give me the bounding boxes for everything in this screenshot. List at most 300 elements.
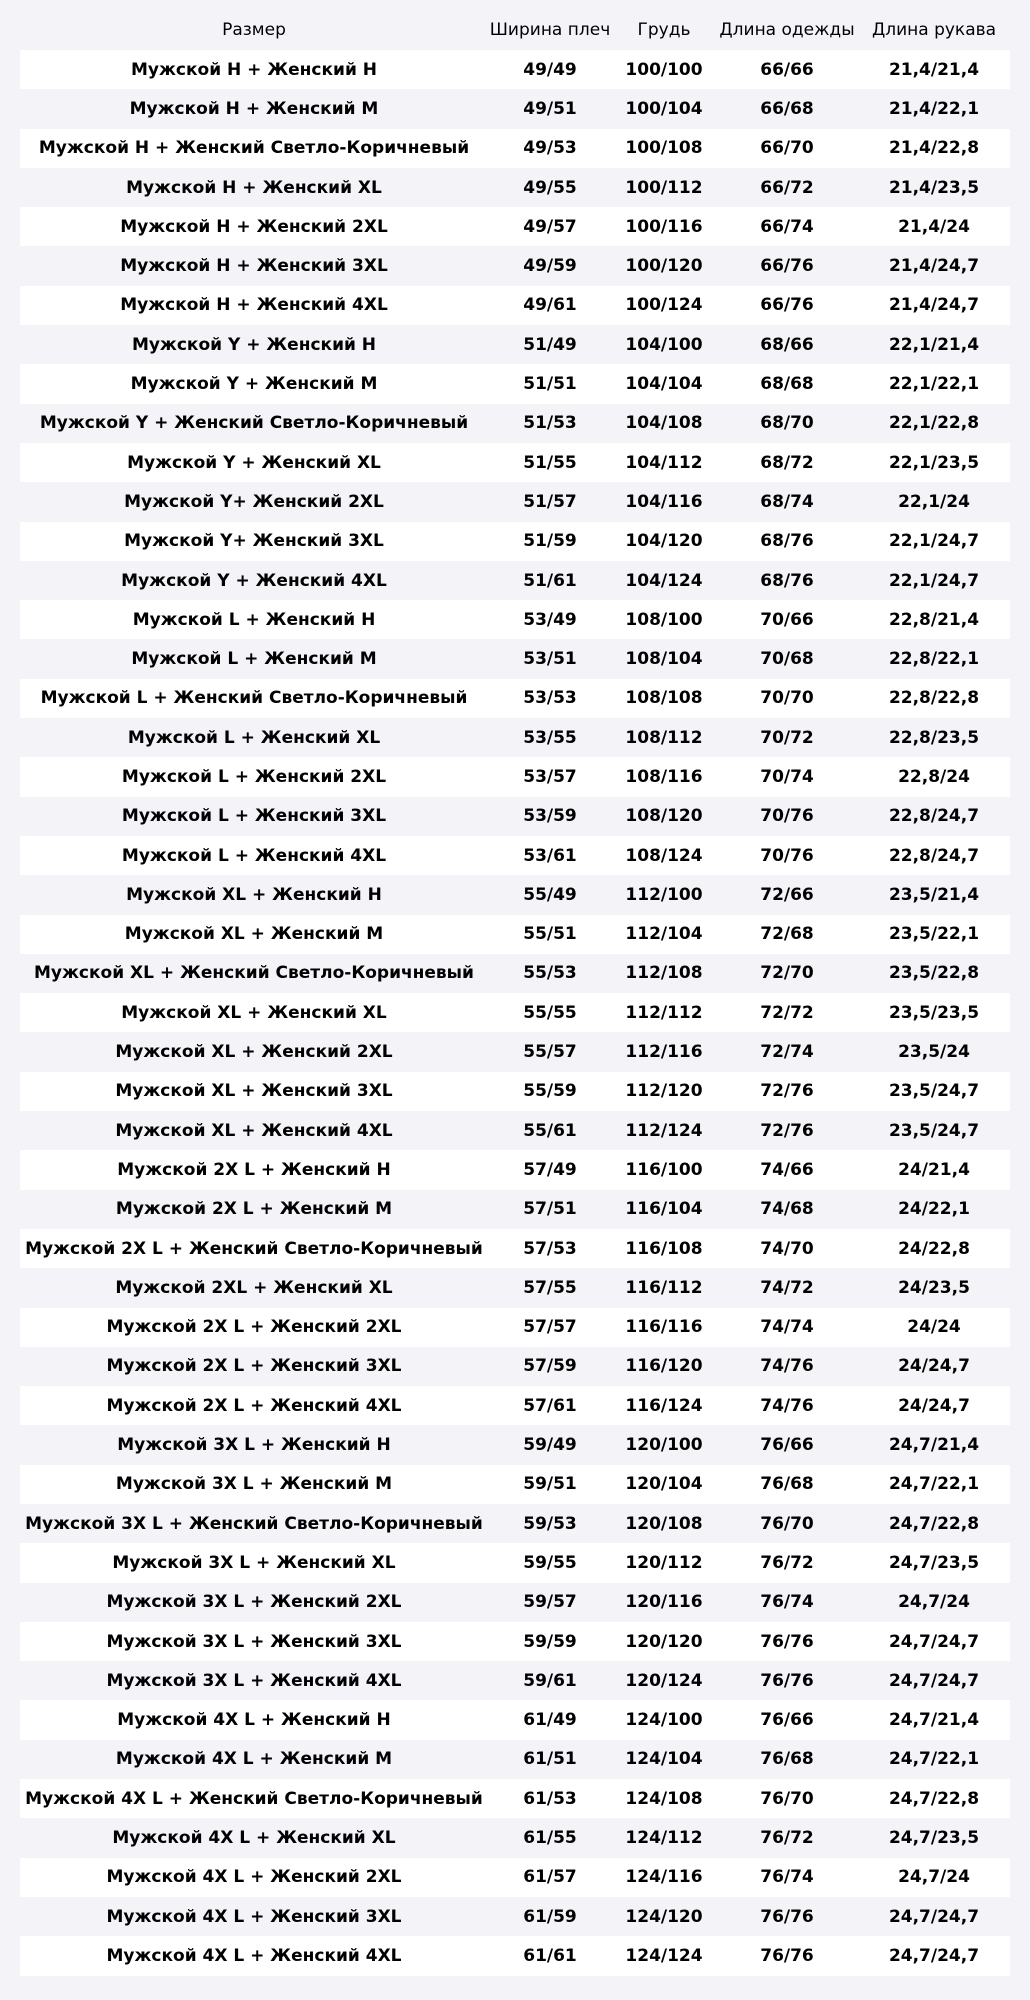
cell-sleeve-length: 22,1/24 (858, 482, 1010, 521)
cell-shoulder-width: 59/53 (488, 1504, 612, 1543)
cell-chest: 124/100 (612, 1700, 716, 1739)
cell-size: Мужской 4X L + Женский XL (20, 1818, 488, 1857)
cell-size: Мужской XL + Женский 2XL (20, 1032, 488, 1071)
cell-size: Мужской H + Женский Светло-Коричневый (20, 129, 488, 168)
header-sleeve-length: Длина рукава (858, 10, 1010, 50)
cell-garment-length: 70/74 (716, 757, 858, 796)
cell-size: Мужской 4X L + Женский Светло-Коричневый (20, 1779, 488, 1818)
cell-chest: 104/108 (612, 404, 716, 443)
header-size: Размер (20, 10, 488, 50)
cell-sleeve-length: 23,5/24 (858, 1032, 1010, 1071)
table-row (20, 757, 1010, 796)
cell-chest: 108/116 (612, 757, 716, 796)
header-shoulder-width: Ширина плеч (488, 10, 612, 50)
table-row (20, 1072, 1010, 1111)
cell-sleeve-length: 22,1/24,7 (858, 561, 1010, 600)
header-chest: Грудь (612, 10, 716, 50)
cell-size: Мужской Y + Женский XL (20, 443, 488, 482)
table-row (20, 1111, 1010, 1150)
cell-chest: 100/100 (612, 50, 716, 89)
cell-size: Мужской 2X L + Женский 4XL (20, 1386, 488, 1425)
cell-sleeve-length: 22,1/22,1 (858, 364, 1010, 403)
cell-sleeve-length: 21,4/24,7 (858, 246, 1010, 285)
table-row (20, 561, 1010, 600)
cell-shoulder-width: 55/59 (488, 1072, 612, 1111)
cell-shoulder-width: 55/49 (488, 875, 612, 914)
cell-shoulder-width: 53/59 (488, 797, 612, 836)
header-row (20, 10, 1010, 50)
cell-garment-length: 72/68 (716, 915, 858, 954)
cell-garment-length: 76/66 (716, 1700, 858, 1739)
cell-sleeve-length: 24,7/24,7 (858, 1897, 1010, 1936)
cell-garment-length: 72/66 (716, 875, 858, 914)
cell-size: Мужской XL + Женский 4XL (20, 1111, 488, 1150)
cell-size: Мужской L + Женский 3XL (20, 797, 488, 836)
cell-chest: 116/120 (612, 1347, 716, 1386)
cell-chest: 124/104 (612, 1740, 716, 1779)
table-row (20, 797, 1010, 836)
cell-sleeve-length: 22,1/23,5 (858, 443, 1010, 482)
cell-shoulder-width: 49/57 (488, 207, 612, 246)
table-row (20, 600, 1010, 639)
table-header (20, 10, 1010, 50)
cell-chest: 112/100 (612, 875, 716, 914)
cell-chest: 120/108 (612, 1504, 716, 1543)
table-row (20, 1622, 1010, 1661)
cell-chest: 120/100 (612, 1425, 716, 1464)
cell-size: Мужской Y + Женский Светло-Коричневый (20, 404, 488, 443)
cell-shoulder-width: 57/49 (488, 1150, 612, 1189)
cell-garment-length: 68/72 (716, 443, 858, 482)
cell-sleeve-length: 22,1/24,7 (858, 522, 1010, 561)
cell-chest: 120/116 (612, 1583, 716, 1622)
cell-shoulder-width: 55/51 (488, 915, 612, 954)
cell-size: Мужской L + Женский 2XL (20, 757, 488, 796)
cell-size: Мужской L + Женский H (20, 600, 488, 639)
table-row (20, 286, 1010, 325)
cell-sleeve-length: 22,8/22,8 (858, 679, 1010, 718)
cell-garment-length: 76/76 (716, 1661, 858, 1700)
cell-sleeve-length: 24/21,4 (858, 1150, 1010, 1189)
cell-sleeve-length: 24,7/24,7 (858, 1661, 1010, 1700)
cell-chest: 104/120 (612, 522, 716, 561)
cell-garment-length: 72/72 (716, 993, 858, 1032)
cell-shoulder-width: 57/53 (488, 1229, 612, 1268)
cell-sleeve-length: 23,5/23,5 (858, 993, 1010, 1032)
cell-chest: 112/116 (612, 1032, 716, 1071)
cell-garment-length: 68/74 (716, 482, 858, 521)
cell-garment-length: 72/74 (716, 1032, 858, 1071)
cell-sleeve-length: 22,1/21,4 (858, 325, 1010, 364)
cell-size: Мужской 2X L + Женский 2XL (20, 1308, 488, 1347)
cell-sleeve-length: 21,4/22,8 (858, 129, 1010, 168)
cell-chest: 112/112 (612, 993, 716, 1032)
cell-garment-length: 76/74 (716, 1858, 858, 1897)
cell-size: Мужской H + Женский XL (20, 168, 488, 207)
cell-size: Мужской XL + Женский H (20, 875, 488, 914)
cell-garment-length: 66/76 (716, 286, 858, 325)
cell-size: Мужской 4X L + Женский 3XL (20, 1897, 488, 1936)
cell-garment-length: 72/70 (716, 954, 858, 993)
cell-size: Мужской 3X L + Женский M (20, 1465, 488, 1504)
cell-sleeve-length: 24,7/24,7 (858, 1936, 1010, 1975)
cell-sleeve-length: 24/24,7 (858, 1347, 1010, 1386)
cell-size: Мужской L + Женский 4XL (20, 836, 488, 875)
cell-garment-length: 74/66 (716, 1150, 858, 1189)
cell-garment-length: 68/66 (716, 325, 858, 364)
cell-chest: 124/116 (612, 1858, 716, 1897)
cell-shoulder-width: 49/61 (488, 286, 612, 325)
cell-sleeve-length: 24,7/21,4 (858, 1700, 1010, 1739)
cell-shoulder-width: 53/51 (488, 639, 612, 678)
table-row (20, 1740, 1010, 1779)
cell-garment-length: 74/74 (716, 1308, 858, 1347)
cell-size: Мужской XL + Женский XL (20, 993, 488, 1032)
cell-garment-length: 66/74 (716, 207, 858, 246)
cell-garment-length: 66/76 (716, 246, 858, 285)
cell-chest: 116/100 (612, 1150, 716, 1189)
table-row (20, 246, 1010, 285)
cell-chest: 120/120 (612, 1622, 716, 1661)
table-row (20, 1583, 1010, 1622)
cell-shoulder-width: 53/49 (488, 600, 612, 639)
cell-chest: 124/120 (612, 1897, 716, 1936)
cell-sleeve-length: 22,8/23,5 (858, 718, 1010, 757)
cell-chest: 108/100 (612, 600, 716, 639)
table-row (20, 1465, 1010, 1504)
cell-size: Мужской H + Женский 3XL (20, 246, 488, 285)
cell-size: Мужской 4X L + Женский 2XL (20, 1858, 488, 1897)
cell-shoulder-width: 53/57 (488, 757, 612, 796)
cell-sleeve-length: 24,7/22,8 (858, 1504, 1010, 1543)
table-row (20, 50, 1010, 89)
cell-shoulder-width: 55/55 (488, 993, 612, 1032)
table-row (20, 1700, 1010, 1739)
cell-shoulder-width: 53/53 (488, 679, 612, 718)
cell-chest: 104/104 (612, 364, 716, 403)
cell-size: Мужской 2X L + Женский M (20, 1190, 488, 1229)
cell-shoulder-width: 51/57 (488, 482, 612, 521)
cell-size: Мужской XL + Женский Светло-Коричневый (20, 954, 488, 993)
cell-chest: 108/120 (612, 797, 716, 836)
cell-size: Мужской H + Женский 2XL (20, 207, 488, 246)
table-row (20, 1150, 1010, 1189)
cell-shoulder-width: 61/49 (488, 1700, 612, 1739)
cell-chest: 100/116 (612, 207, 716, 246)
table-row (20, 1268, 1010, 1307)
cell-garment-length: 70/66 (716, 600, 858, 639)
cell-shoulder-width: 59/51 (488, 1465, 612, 1504)
cell-sleeve-length: 24,7/22,1 (858, 1740, 1010, 1779)
table-row (20, 404, 1010, 443)
cell-chest: 100/120 (612, 246, 716, 285)
table-row (20, 89, 1010, 128)
table-row (20, 993, 1010, 1032)
cell-size: Мужской 3X L + Женский 3XL (20, 1622, 488, 1661)
table-row (20, 1779, 1010, 1818)
cell-shoulder-width: 59/59 (488, 1622, 612, 1661)
table-row (20, 364, 1010, 403)
cell-chest: 116/112 (612, 1268, 716, 1307)
cell-shoulder-width: 57/61 (488, 1386, 612, 1425)
cell-shoulder-width: 49/51 (488, 89, 612, 128)
cell-garment-length: 76/74 (716, 1583, 858, 1622)
cell-sleeve-length: 24,7/23,5 (858, 1818, 1010, 1857)
table-row (20, 207, 1010, 246)
cell-garment-length: 68/70 (716, 404, 858, 443)
cell-sleeve-length: 22,1/22,8 (858, 404, 1010, 443)
cell-garment-length: 74/68 (716, 1190, 858, 1229)
table-row (20, 1229, 1010, 1268)
cell-garment-length: 76/72 (716, 1818, 858, 1857)
cell-size: Мужской 2X L + Женский Светло-Коричневый (20, 1229, 488, 1268)
table-row (20, 1858, 1010, 1897)
cell-sleeve-length: 23,5/21,4 (858, 875, 1010, 914)
cell-shoulder-width: 53/55 (488, 718, 612, 757)
cell-chest: 124/124 (612, 1936, 716, 1975)
cell-sleeve-length: 23,5/24,7 (858, 1111, 1010, 1150)
cell-shoulder-width: 55/61 (488, 1111, 612, 1150)
cell-size: Мужской 2X L + Женский 3XL (20, 1347, 488, 1386)
cell-shoulder-width: 51/55 (488, 443, 612, 482)
cell-chest: 100/112 (612, 168, 716, 207)
cell-shoulder-width: 57/57 (488, 1308, 612, 1347)
table-row (20, 325, 1010, 364)
cell-sleeve-length: 22,8/24,7 (858, 836, 1010, 875)
cell-sleeve-length: 21,4/24 (858, 207, 1010, 246)
cell-sleeve-length: 23,5/24,7 (858, 1072, 1010, 1111)
cell-chest: 116/108 (612, 1229, 716, 1268)
cell-shoulder-width: 51/51 (488, 364, 612, 403)
cell-size: Мужской L + Женский XL (20, 718, 488, 757)
table-row (20, 875, 1010, 914)
cell-sleeve-length: 22,8/24 (858, 757, 1010, 796)
cell-shoulder-width: 61/55 (488, 1818, 612, 1857)
cell-shoulder-width: 49/55 (488, 168, 612, 207)
cell-sleeve-length: 24/22,8 (858, 1229, 1010, 1268)
cell-shoulder-width: 59/61 (488, 1661, 612, 1700)
cell-chest: 112/108 (612, 954, 716, 993)
cell-chest: 112/104 (612, 915, 716, 954)
table-row (20, 1425, 1010, 1464)
cell-sleeve-length: 24/24,7 (858, 1386, 1010, 1425)
cell-shoulder-width: 61/59 (488, 1897, 612, 1936)
cell-size: Мужской L + Женский M (20, 639, 488, 678)
cell-sleeve-length: 22,8/22,1 (858, 639, 1010, 678)
cell-shoulder-width: 51/59 (488, 522, 612, 561)
cell-garment-length: 70/76 (716, 836, 858, 875)
cell-chest: 104/124 (612, 561, 716, 600)
table-row (20, 954, 1010, 993)
cell-size: Мужской 2XL + Женский XL (20, 1268, 488, 1307)
cell-garment-length: 74/70 (716, 1229, 858, 1268)
cell-garment-length: 76/68 (716, 1465, 858, 1504)
cell-sleeve-length: 24/23,5 (858, 1268, 1010, 1307)
cell-chest: 104/116 (612, 482, 716, 521)
table-row (20, 1661, 1010, 1700)
cell-chest: 104/100 (612, 325, 716, 364)
table-row (20, 1897, 1010, 1936)
cell-size: Мужской 4X L + Женский M (20, 1740, 488, 1779)
cell-size: Мужской Y + Женский M (20, 364, 488, 403)
cell-size: Мужской 4X L + Женский 4XL (20, 1936, 488, 1975)
table-body (20, 50, 1010, 1976)
size-table (20, 10, 1010, 1976)
cell-garment-length: 70/76 (716, 797, 858, 836)
cell-shoulder-width: 61/61 (488, 1936, 612, 1975)
cell-shoulder-width: 51/49 (488, 325, 612, 364)
header-garment-length: Длина одежды (716, 10, 858, 50)
cell-size: Мужской 3X L + Женский 2XL (20, 1583, 488, 1622)
cell-shoulder-width: 61/53 (488, 1779, 612, 1818)
cell-sleeve-length: 22,8/21,4 (858, 600, 1010, 639)
cell-garment-length: 74/76 (716, 1347, 858, 1386)
cell-garment-length: 72/76 (716, 1072, 858, 1111)
cell-sleeve-length: 22,8/24,7 (858, 797, 1010, 836)
cell-sleeve-length: 24,7/24,7 (858, 1622, 1010, 1661)
cell-garment-length: 74/76 (716, 1386, 858, 1425)
cell-garment-length: 76/70 (716, 1504, 858, 1543)
cell-chest: 120/104 (612, 1465, 716, 1504)
cell-garment-length: 76/66 (716, 1425, 858, 1464)
cell-shoulder-width: 53/61 (488, 836, 612, 875)
cell-chest: 108/108 (612, 679, 716, 718)
cell-sleeve-length: 21,4/23,5 (858, 168, 1010, 207)
cell-chest: 100/124 (612, 286, 716, 325)
cell-chest: 108/112 (612, 718, 716, 757)
cell-size: Мужской 3X L + Женский Светло-Коричневый (20, 1504, 488, 1543)
cell-sleeve-length: 24/22,1 (858, 1190, 1010, 1229)
cell-size: Мужской H + Женский M (20, 89, 488, 128)
table-row (20, 718, 1010, 757)
cell-chest: 116/104 (612, 1190, 716, 1229)
cell-shoulder-width: 59/57 (488, 1583, 612, 1622)
cell-garment-length: 76/72 (716, 1543, 858, 1582)
table-row (20, 836, 1010, 875)
cell-size: Мужской Y+ Женский 3XL (20, 522, 488, 561)
cell-shoulder-width: 51/53 (488, 404, 612, 443)
table-row (20, 1308, 1010, 1347)
cell-chest: 116/124 (612, 1386, 716, 1425)
cell-shoulder-width: 51/61 (488, 561, 612, 600)
cell-shoulder-width: 57/59 (488, 1347, 612, 1386)
cell-chest: 108/104 (612, 639, 716, 678)
cell-size: Мужской 4X L + Женский H (20, 1700, 488, 1739)
table-row (20, 1190, 1010, 1229)
cell-chest: 120/112 (612, 1543, 716, 1582)
cell-garment-length: 70/72 (716, 718, 858, 757)
cell-chest: 112/124 (612, 1111, 716, 1150)
cell-shoulder-width: 61/51 (488, 1740, 612, 1779)
cell-sleeve-length: 24,7/23,5 (858, 1543, 1010, 1582)
cell-shoulder-width: 57/51 (488, 1190, 612, 1229)
cell-size: Мужской 3X L + Женский XL (20, 1543, 488, 1582)
cell-shoulder-width: 59/49 (488, 1425, 612, 1464)
cell-size: Мужской 3X L + Женский 4XL (20, 1661, 488, 1700)
cell-shoulder-width: 59/55 (488, 1543, 612, 1582)
cell-chest: 100/104 (612, 89, 716, 128)
cell-size: Мужской 3X L + Женский H (20, 1425, 488, 1464)
cell-shoulder-width: 49/53 (488, 129, 612, 168)
cell-garment-length: 68/68 (716, 364, 858, 403)
cell-chest: 116/116 (612, 1308, 716, 1347)
cell-garment-length: 66/70 (716, 129, 858, 168)
cell-sleeve-length: 24,7/24 (858, 1583, 1010, 1622)
cell-sleeve-length: 24/24 (858, 1308, 1010, 1347)
table-row (20, 1032, 1010, 1071)
table-row (20, 915, 1010, 954)
cell-garment-length: 76/68 (716, 1740, 858, 1779)
cell-sleeve-length: 21,4/22,1 (858, 89, 1010, 128)
cell-size: Мужской H + Женский H (20, 50, 488, 89)
cell-chest: 124/112 (612, 1818, 716, 1857)
cell-size: Мужской Y + Женский 4XL (20, 561, 488, 600)
cell-size: Мужской L + Женский Светло-Коричневый (20, 679, 488, 718)
cell-sleeve-length: 23,5/22,1 (858, 915, 1010, 954)
table-row (20, 1504, 1010, 1543)
cell-garment-length: 66/66 (716, 50, 858, 89)
cell-sleeve-length: 23,5/22,8 (858, 954, 1010, 993)
table-row (20, 1386, 1010, 1425)
cell-sleeve-length: 24,7/24 (858, 1858, 1010, 1897)
cell-garment-length: 70/68 (716, 639, 858, 678)
cell-chest: 104/112 (612, 443, 716, 482)
cell-chest: 124/108 (612, 1779, 716, 1818)
table-row (20, 443, 1010, 482)
cell-sleeve-length: 21,4/24,7 (858, 286, 1010, 325)
cell-size: Мужской XL + Женский 3XL (20, 1072, 488, 1111)
cell-sleeve-length: 24,7/22,1 (858, 1465, 1010, 1504)
table-row (20, 1347, 1010, 1386)
cell-chest: 100/108 (612, 129, 716, 168)
table-row (20, 129, 1010, 168)
cell-sleeve-length: 24,7/21,4 (858, 1425, 1010, 1464)
table-row (20, 679, 1010, 718)
cell-garment-length: 68/76 (716, 561, 858, 600)
cell-chest: 108/124 (612, 836, 716, 875)
table-row (20, 522, 1010, 561)
cell-garment-length: 70/70 (716, 679, 858, 718)
cell-chest: 112/120 (612, 1072, 716, 1111)
table-row (20, 1936, 1010, 1975)
table-row (20, 1818, 1010, 1857)
cell-size: Мужской 2X L + Женский H (20, 1150, 488, 1189)
cell-shoulder-width: 61/57 (488, 1858, 612, 1897)
table-row (20, 168, 1010, 207)
cell-garment-length: 68/76 (716, 522, 858, 561)
cell-garment-length: 66/72 (716, 168, 858, 207)
cell-size: Мужской XL + Женский M (20, 915, 488, 954)
cell-garment-length: 76/70 (716, 1779, 858, 1818)
table-row (20, 482, 1010, 521)
cell-garment-length: 76/76 (716, 1622, 858, 1661)
cell-shoulder-width: 55/57 (488, 1032, 612, 1071)
cell-size: Мужской Y + Женский H (20, 325, 488, 364)
cell-garment-length: 66/68 (716, 89, 858, 128)
cell-garment-length: 76/76 (716, 1936, 858, 1975)
cell-sleeve-length: 21,4/21,4 (858, 50, 1010, 89)
table-row (20, 639, 1010, 678)
cell-garment-length: 74/72 (716, 1268, 858, 1307)
cell-garment-length: 76/76 (716, 1897, 858, 1936)
cell-shoulder-width: 57/55 (488, 1268, 612, 1307)
table-row (20, 1543, 1010, 1582)
cell-sleeve-length: 24,7/22,8 (858, 1779, 1010, 1818)
cell-garment-length: 72/76 (716, 1111, 858, 1150)
cell-shoulder-width: 49/59 (488, 246, 612, 285)
cell-chest: 120/124 (612, 1661, 716, 1700)
cell-shoulder-width: 55/53 (488, 954, 612, 993)
